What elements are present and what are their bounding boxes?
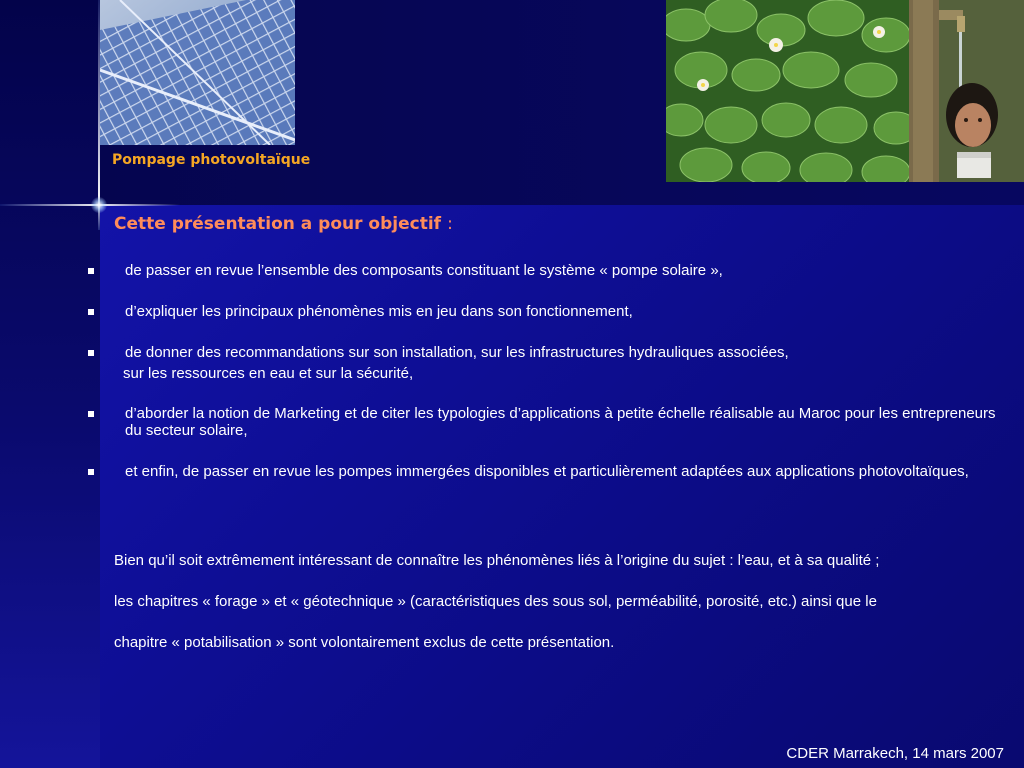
list-item <box>86 463 1006 480</box>
bullet-square-icon <box>88 469 94 475</box>
list-item <box>86 344 1006 382</box>
list-item-text: et enfin, de passer en revue les pompes immergées disponibles et particulièrement adaptées aux applications photovoltaïques, <box>125 463 969 480</box>
paragraph-line: Bien qu’il soit extrêmement intéressant de connaître les phénomènes liés à l’origine du sujet : l’eau, et à sa qualité ; <box>114 552 880 569</box>
objective-heading <box>114 214 453 234</box>
paragraph-line: les chapitres « forage » et « géotechnique » (caractéristiques des sous sol, perméabilité, porosité, etc.) ainsi que le <box>114 593 877 610</box>
list-item-text: de passer en revue l’ensemble des composants constituant le système « pompe solaire », <box>125 262 723 279</box>
objective-heading-colon: : <box>447 214 453 234</box>
slide-subtitle: Pompage photovoltaïque <box>112 152 311 168</box>
solar-panels-photo <box>100 0 295 145</box>
child-drinking-water-photo <box>909 0 1024 182</box>
background-left-panel <box>0 0 100 768</box>
slide-footer: CDER Marrakech, 14 mars 2007 <box>786 745 1004 762</box>
paragraph-line: chapitre « potabilisation » sont volontairement exclus de cette présentation. <box>114 634 615 651</box>
list-item <box>86 405 1006 439</box>
list-item <box>86 262 1006 279</box>
list-item-continuation: sur les ressources en eau et sur la sécurité, <box>123 365 414 382</box>
bullet-square-icon <box>88 411 94 417</box>
exclusion-paragraph <box>114 540 1014 663</box>
list-item-text: d’expliquer les principaux phénomènes mis en jeu dans son fonctionnement, <box>125 303 633 320</box>
list-item-text: de donner des recommandations sur son installation, sur les infrastructures hydrauliques associées, <box>125 344 789 361</box>
list-item <box>86 303 1006 320</box>
list-item-text: d’aborder la notion de Marketing et de citer les typologies d’applications à petite échelle réalisable au Maroc pour les entrepreneurs du secteur solaire, <box>125 405 996 439</box>
water-lilies-photo <box>666 0 909 182</box>
background-main-panel <box>100 205 1024 768</box>
decorative-horizontal-line <box>0 204 180 206</box>
bullet-square-icon <box>88 268 94 274</box>
decorative-light-flare <box>91 197 107 213</box>
objective-heading-text: Cette présentation a pour objectif <box>114 214 442 234</box>
bullet-square-icon <box>88 309 94 315</box>
bullet-square-icon <box>88 350 94 356</box>
